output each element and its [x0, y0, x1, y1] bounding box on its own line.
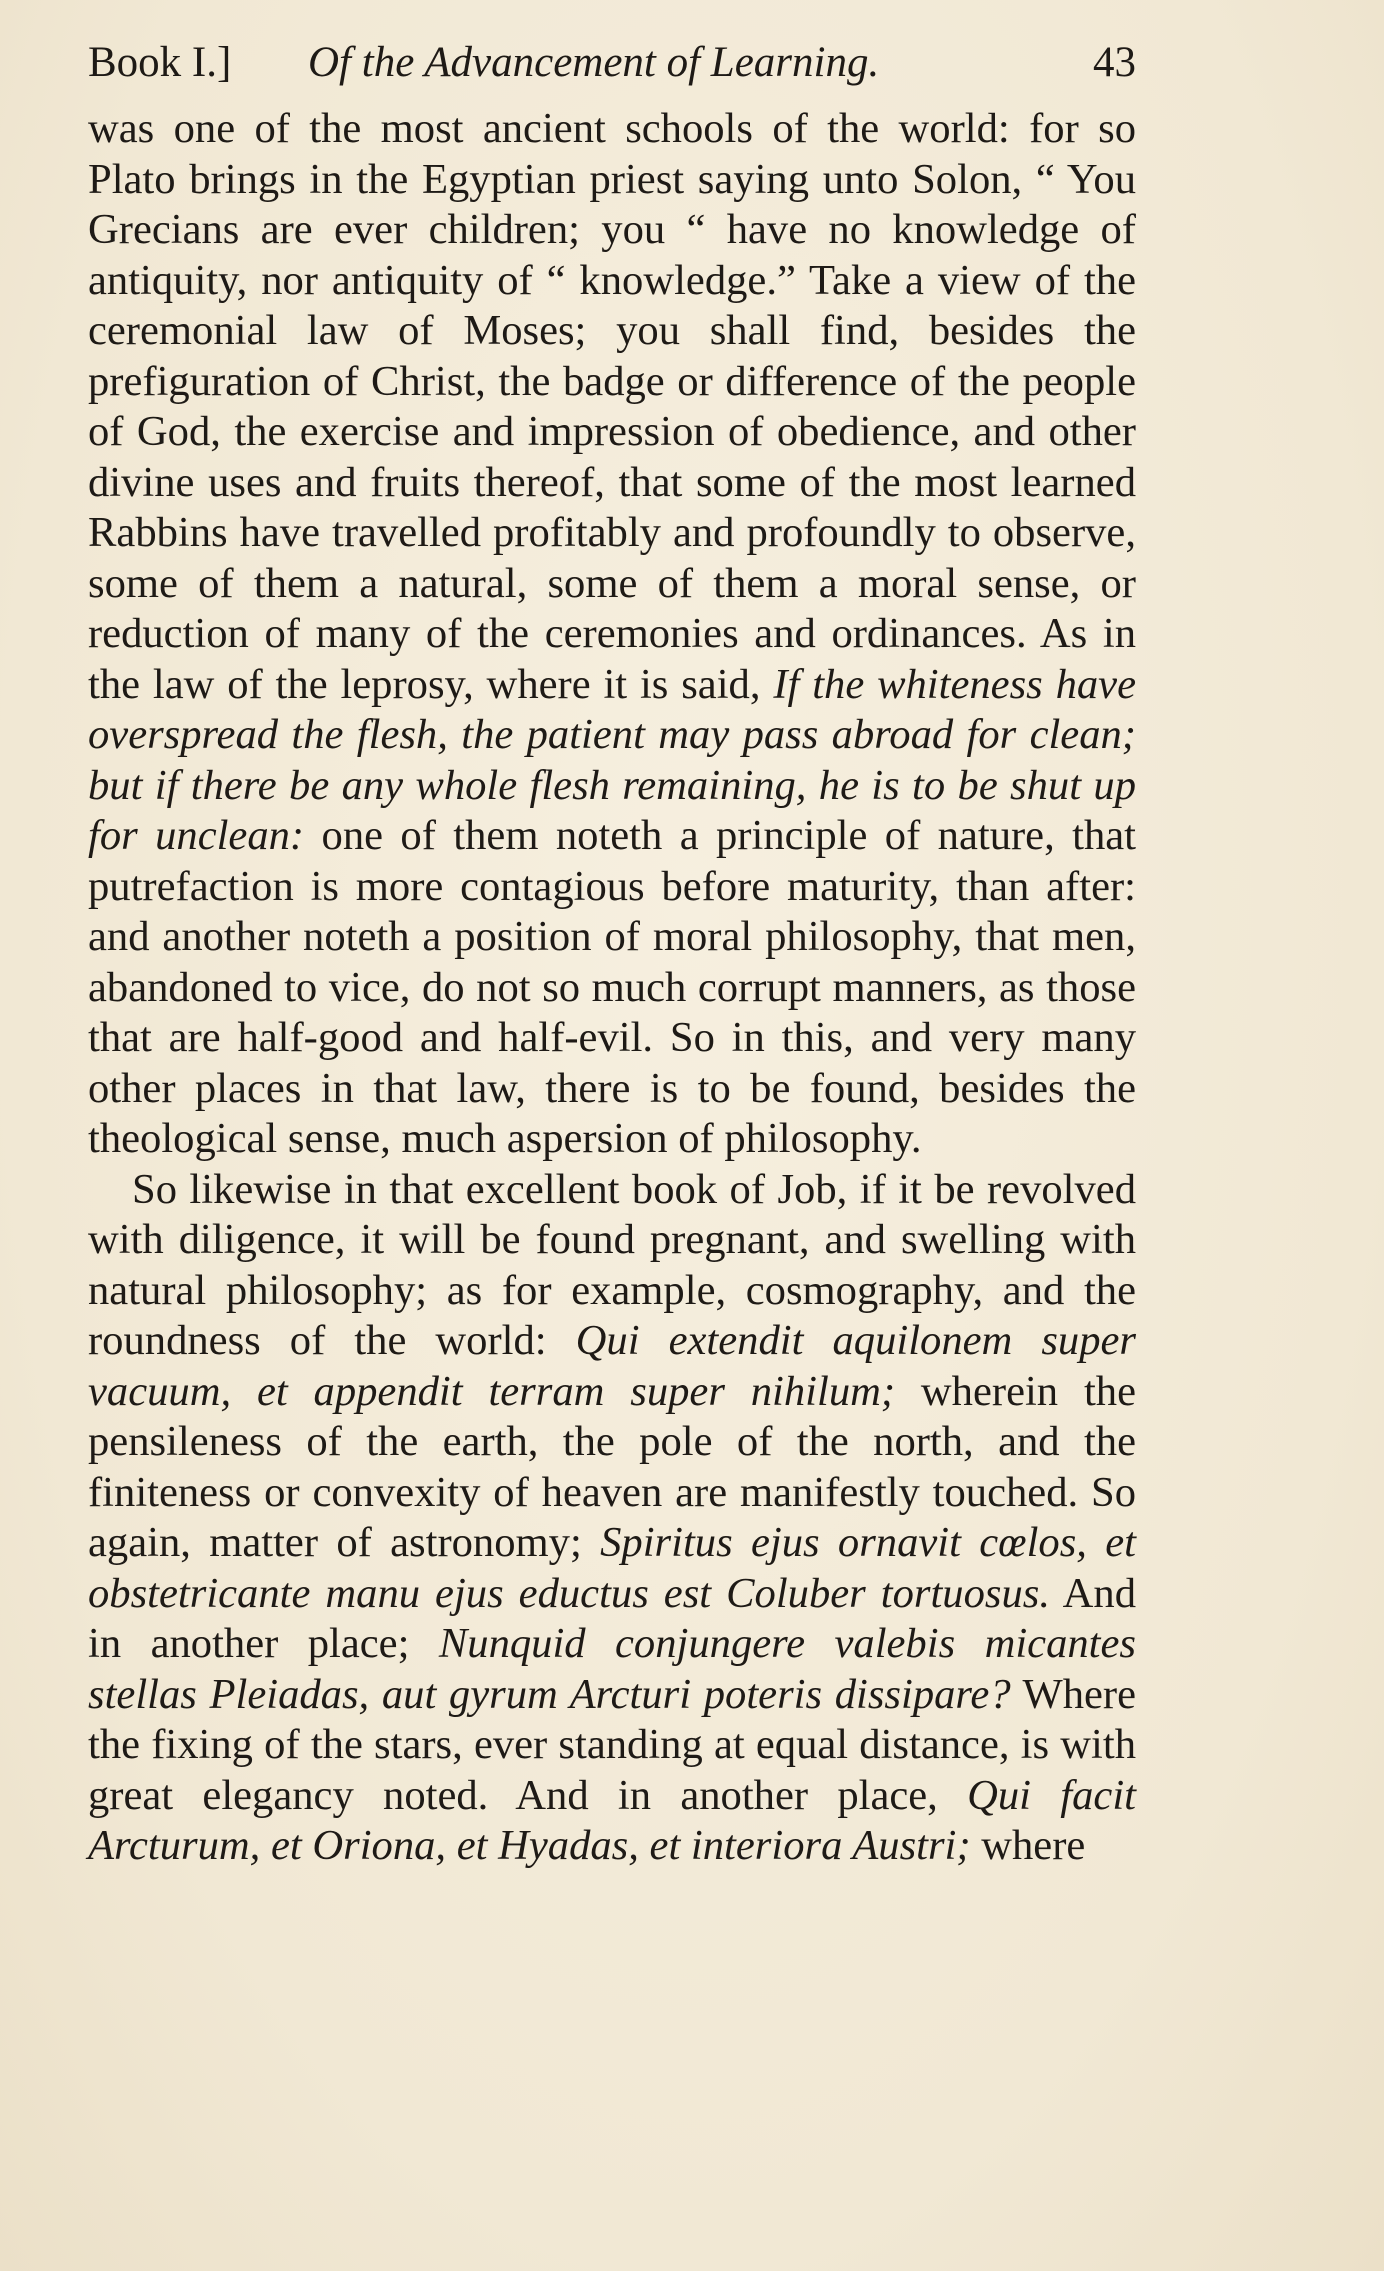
text-segment: So likewise in that excellent book of Job, if it be revolved with diligence, it will be found pregnant, and swelling with natural philosophy; as for example, cosmography, and the roundness of the world:: [88, 1165, 1136, 1364]
running-title: Of the Advancement of Learning.: [308, 39, 880, 86]
text-segment: And in another place;: [88, 1569, 1136, 1667]
text-segment: one of them noteth a principle of nature, that putrefaction is more contagious before maturity, than after: and another noteth a position of moral philosophy, that men, abandoned to vice, do not so much corrupt manners, as those that are half-good and half-evil. So in this, and very many other places in that law, there is to be found, besides the theological sense, much aspersion of philosophy.: [88, 812, 1136, 1162]
book-label: Book I.]: [88, 39, 232, 86]
italic-quotation: Spiritus ejus ornavit cœlos, et obstetricante manu ejus eductus est Coluber tortuosus.: [88, 1519, 1137, 1617]
italic-quotation: Nunquid conjungere valebis micantes stellas Pleiadas, aut gyrum Arcturi poteris dissipare?: [88, 1620, 1136, 1718]
page-number: 43: [1093, 39, 1136, 86]
running-header: [88, 28, 1136, 98]
italic-quotation: Qui extendit aquilonem super vacuum, et appendit terram super nihilum;: [88, 1317, 1136, 1415]
text-segment: where: [970, 1822, 1086, 1869]
italic-quotation: Qui facit Arcturum, et Oriona, et Hyadas, et interiora Austri;: [88, 1771, 1136, 1869]
text-segment: Where the fixing of the stars, ever standing at equal distance, is with great elegancy noted. And in another place,: [88, 1670, 1136, 1819]
paragraph: [88, 104, 1136, 1165]
text-segment: was one of the most ancient schools of the world: for so Plato brings in the Egyptian priest saying unto Solon, “ You Grecians are ever children; you “ have no knowledge of antiquity, nor antiquity of “ knowledge.” Take a view of the ceremonial law of Moses; you shall find, besides the prefiguration of Christ, the badge or difference of the people of God, the exercise and impression of obedience, and other divine uses and fruits thereof, that some of the most learned Rabbins have travelled profitably and profoundly to observe, some of them a natural, some of them a moral sense, or reduction of many of the ceremonies and ordinances. As in the law of the leprosy, where it is said,: [88, 105, 1136, 708]
body-text: [88, 104, 1136, 1872]
text-segment: wherein the pensileness of the earth, the pole of the north, and the finiteness or convexity of heaven are manifestly touched. So again, matter of astronomy;: [88, 1367, 1136, 1566]
paragraph: [88, 1165, 1136, 1872]
italic-quotation: If the whiteness have overspread the flesh, the patient may pass abroad for clean; but if there be any whole flesh remaining, he is to be shut up for unclean:: [88, 660, 1136, 859]
